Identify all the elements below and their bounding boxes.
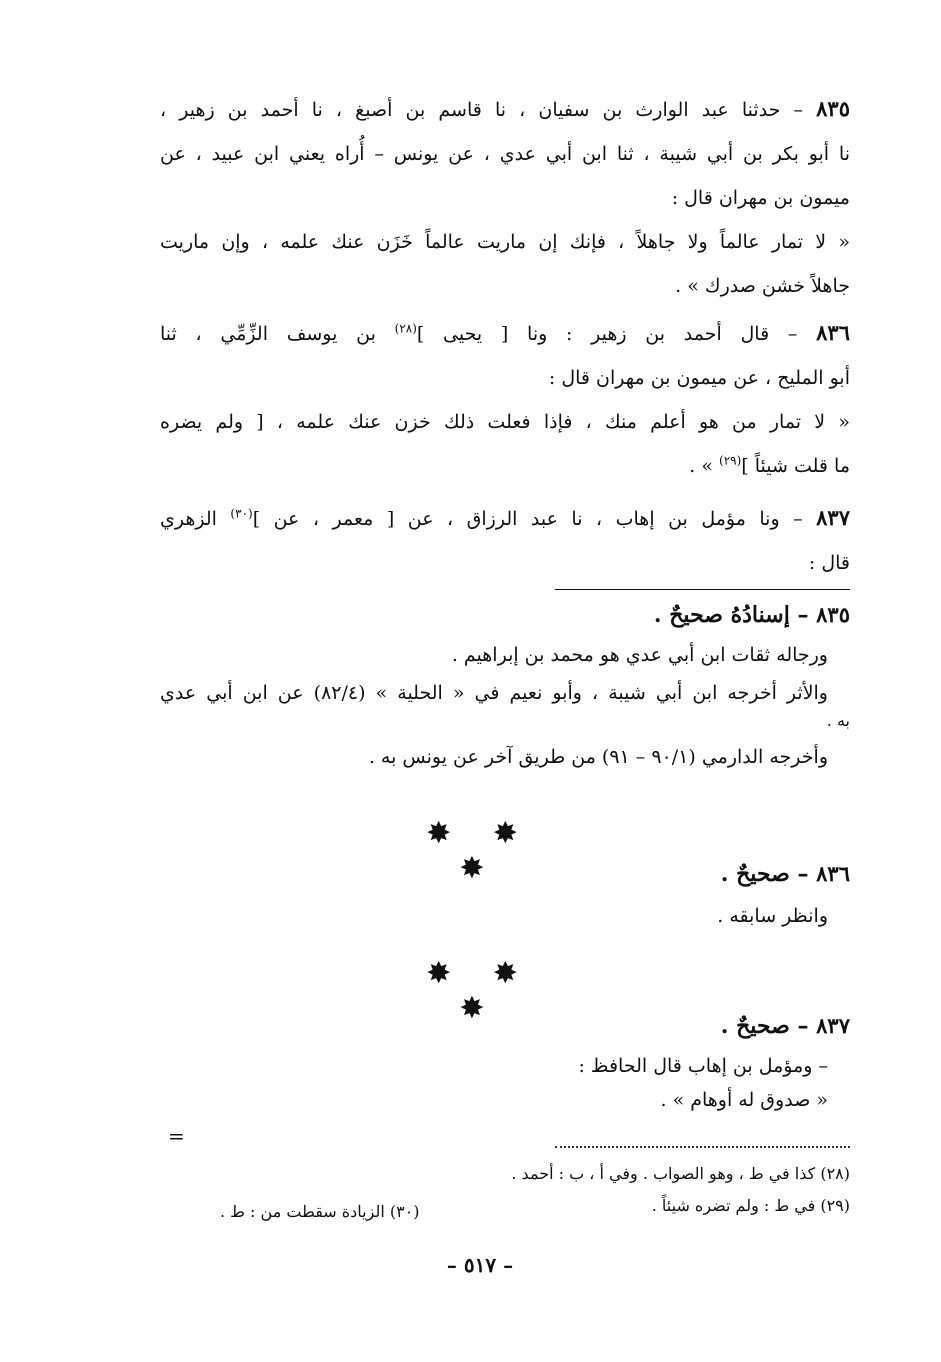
commentary-number: ٨٣٥ <box>816 602 850 627</box>
entry-835 <box>160 98 850 297</box>
commentary-line: – ومؤمل بن إهاب قال الحافظ : <box>578 1055 828 1077</box>
footnote-divider <box>555 1146 850 1148</box>
commentary-number: ٨٣٧ <box>816 1013 850 1038</box>
commentary-835 <box>160 604 850 768</box>
commentary-line: « صدوق له أوهام » . <box>660 1089 828 1111</box>
entry-837: ٨٣٧ – ونا مؤمل بن إهاب ، نا عبد الرزاق ، عن [ معمر ، عن ]$^{(٣٠)}$ الزهري قال : <box>160 505 850 574</box>
commentary-836 <box>160 863 850 927</box>
footnote-ref: (٣٠) <box>230 506 253 521</box>
section-separator-stars: ✸ ✸ ✸ <box>426 956 534 1026</box>
footnote-ref: (٢٩) <box>719 453 742 468</box>
entry-number: ٨٣٦ <box>816 320 850 345</box>
commentary-837 <box>160 1015 850 1111</box>
commentary-heading: – إسنادُهُ صحيحٌ . <box>653 602 809 628</box>
footnote-30: (٣٠) الزيادة سقطت من : ط . <box>220 1202 420 1221</box>
section-separator-stars: ✸ ✸ ✸ <box>426 816 534 886</box>
entry-836: ٨٣٦ – قال أحمد بن زهير : ونا [ يحيى ]$^{(٢٨)}$ بن يوسف الزِّمِّي ، ثنا أبو المليح ، عن ميمون بن مهران قال : « لا تمار من هو أعلم منك ، فإذا فعلت ذلك خزن عنك علمه ، [ ولم يضره ما قلت شيئاً ]$^{(٢٩)}$ » . <box>160 320 850 477</box>
commentary-line: به . <box>826 711 850 730</box>
entry-text-line: قال : <box>808 552 850 574</box>
commentary-line: وأخرجه الدارمي (٩٠/١ – ٩١) من طريق آخر عن يونس به . <box>368 746 828 768</box>
entry-text-line: نا أبو بكر بن أبي شيبة ، ثنا ابن أبي عدي ، عن يونس – أُراه يعني ابن عبيد ، عن <box>160 143 850 165</box>
entry-text-line: « لا تمار عالماً ولا جاهلاً ، فإنك إن ماريت عالماً خَزَن عنك علمه ، وإن ماريت <box>160 231 850 253</box>
section-divider <box>555 589 850 590</box>
commentary-line: ورجاله ثقات ابن أبي عدي هو محمد بن إبراهيم . <box>451 644 828 666</box>
commentary-number: ٨٣٦ <box>816 861 850 886</box>
commentary-line: والأثر أخرجه ابن أبي شيبة ، وأبو نعيم في « الحلية » (٨٢/٤) عن ابن أبي عدي <box>160 682 828 704</box>
commentary-heading: – صحيحٌ . <box>720 1013 809 1039</box>
entry-text-line: ميمون بن مهران قال : <box>671 187 850 209</box>
entry-text-line: جاهلاً خشن صدرك » . <box>675 275 850 297</box>
footnote-ref: (٢٨) <box>394 321 417 336</box>
footnote-29: (٢٩) في ط : ولم تضره شيئاً . <box>651 1196 850 1215</box>
continuation-mark: = <box>168 1124 185 1148</box>
page-number: – ٥١٧ – <box>446 1253 514 1277</box>
commentary-line: وانظر سابقه . <box>717 905 828 927</box>
entry-text-line: – حدثنا عبد الوارث بن سفيان ، نا قاسم بن أصبغ ، نا أحمد بن زهير ، <box>160 99 804 121</box>
footnote-28: (٢٨) كذا في ط ، وهو الصواب . وفي أ ، ب : أحمد . <box>511 1164 850 1183</box>
commentary-heading: – صحيحٌ . <box>720 861 809 887</box>
entry-text-line: أبو المليح ، عن ميمون بن مهران قال : <box>548 367 850 389</box>
entry-number: ٨٣٥ <box>816 96 850 121</box>
entry-number: ٨٣٧ <box>816 505 850 530</box>
entry-text-line: « لا تمار من هو أعلم منك ، فإذا فعلت ذلك خزن عنك علمه ، [ ولم يضره <box>160 411 850 433</box>
footnotes <box>160 1164 850 1221</box>
